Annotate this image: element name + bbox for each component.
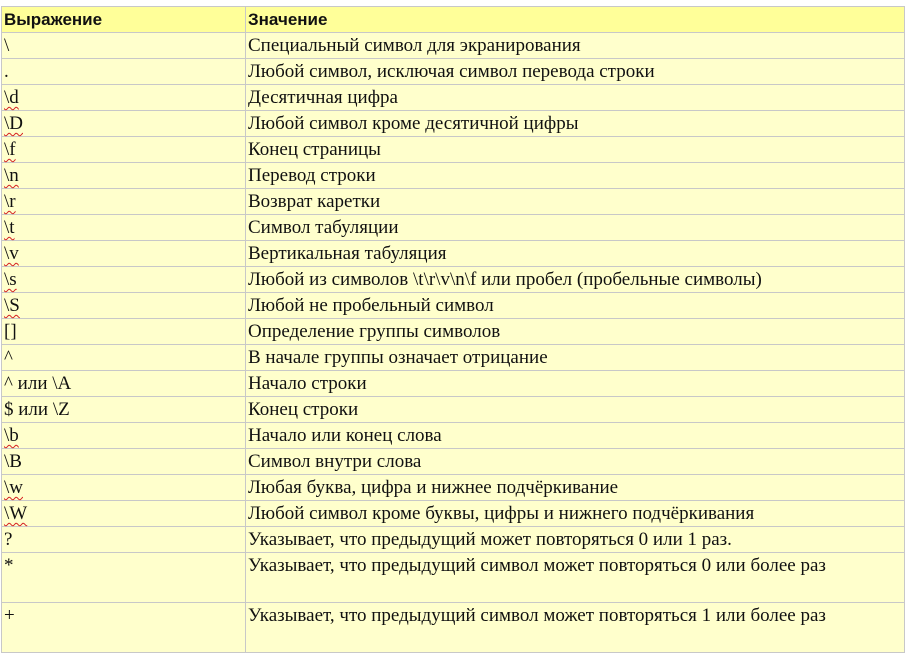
meaning-cell: Начало или конец слова: [246, 423, 905, 449]
meaning-cell: Любой символ кроме буквы, цифры и нижнего подчёркивания: [246, 501, 905, 527]
meaning-cell: Любая буква, цифра и нижнее подчёркивание: [246, 475, 905, 501]
header-row: [2, 7, 905, 33]
table-row: [2, 423, 905, 449]
table-row: [2, 241, 905, 267]
expression-text: \f: [4, 139, 16, 160]
expression-cell: [2, 163, 246, 189]
meaning-cell: Определение группы символов: [246, 319, 905, 345]
meaning-cell: Специальный символ для экранирования: [246, 33, 905, 59]
expression-text: \d: [4, 87, 19, 108]
expression-cell: [2, 241, 246, 267]
table-header: [2, 7, 905, 33]
expression-cell: [2, 293, 246, 319]
table-row: [2, 501, 905, 527]
meaning-cell: Любой символ кроме десятичной цифры: [246, 111, 905, 137]
expression-cell: [2, 189, 246, 215]
expression-cell: [2, 423, 246, 449]
expression-cell: [2, 501, 246, 527]
expression-text: +: [4, 605, 15, 626]
expression-text: \B: [4, 451, 22, 472]
expression-cell: [2, 475, 246, 501]
header-meaning: Значение: [246, 7, 905, 33]
expression-text: \D: [4, 113, 23, 134]
meaning-cell: Указывает, что предыдущий может повторяться 0 или 1 раз.: [246, 527, 905, 553]
table-row: [2, 293, 905, 319]
table-row: [2, 111, 905, 137]
expression-cell: [2, 215, 246, 241]
meaning-cell: Возврат каретки: [246, 189, 905, 215]
expression-text: \S: [4, 295, 20, 316]
expression-cell: [2, 267, 246, 293]
meaning-cell: Символ табуляции: [246, 215, 905, 241]
table-row: [2, 85, 905, 111]
expression-text: ^ или \A: [4, 373, 72, 394]
expression-cell: [2, 59, 246, 85]
expression-text: .: [4, 61, 9, 82]
meaning-cell: Любой из символов \t\r\v\n\f или пробел (пробельные символы): [246, 267, 905, 293]
expression-cell: [2, 137, 246, 163]
expression-text: \r: [4, 191, 16, 212]
table-row: [2, 449, 905, 475]
expression-text: \w: [4, 477, 23, 498]
table-row: [2, 215, 905, 241]
table-row: [2, 397, 905, 423]
expression-text: $ или \Z: [4, 399, 70, 420]
expression-cell: [2, 449, 246, 475]
expression-cell: [2, 553, 246, 603]
meaning-cell: Конец строки: [246, 397, 905, 423]
table-row: [2, 33, 905, 59]
table-row: [2, 345, 905, 371]
meaning-cell: Десятичная цифра: [246, 85, 905, 111]
table-row: [2, 553, 905, 603]
table-row: [2, 137, 905, 163]
table-row: [2, 371, 905, 397]
expression-cell: [2, 397, 246, 423]
expression-cell: [2, 603, 246, 653]
expression-cell: [2, 33, 246, 59]
meaning-cell: В начале группы означает отрицание: [246, 345, 905, 371]
header-expression: Выражение: [2, 7, 246, 33]
meaning-cell: Конец страницы: [246, 137, 905, 163]
expression-text: []: [4, 321, 17, 342]
expression-cell: [2, 111, 246, 137]
expression-cell: [2, 345, 246, 371]
table-row: [2, 527, 905, 553]
table-row: [2, 319, 905, 345]
table-row: [2, 475, 905, 501]
expression-text: \t: [4, 217, 15, 238]
expression-text: \n: [4, 165, 19, 186]
expression-cell: [2, 319, 246, 345]
table-row: [2, 267, 905, 293]
expression-text: *: [4, 555, 14, 576]
table-row: [2, 603, 905, 653]
meaning-cell: Указывает, что предыдущий символ может повторяться 1 или более раз: [246, 603, 905, 653]
meaning-cell: Вертикальная табуляция: [246, 241, 905, 267]
table-row: [2, 59, 905, 85]
expression-cell: [2, 527, 246, 553]
meaning-cell: Символ внутри слова: [246, 449, 905, 475]
expression-text: \: [4, 35, 10, 56]
table-row: [2, 163, 905, 189]
expression-text: ?: [4, 529, 13, 550]
meaning-cell: Начало строки: [246, 371, 905, 397]
meaning-cell: Перевод строки: [246, 163, 905, 189]
meaning-cell: Любой символ, исключая символ перевода строки: [246, 59, 905, 85]
expression-text: \s: [4, 269, 17, 290]
expression-text: \b: [4, 425, 19, 446]
table-row: [2, 189, 905, 215]
expression-text: \v: [4, 243, 19, 264]
regex-reference-table: [1, 6, 905, 653]
expression-text: \W: [4, 503, 28, 524]
table-body: [2, 33, 905, 653]
expression-text: ^: [4, 347, 13, 368]
meaning-cell: Указывает, что предыдущий символ может повторяться 0 или более раз: [246, 553, 905, 603]
meaning-cell: Любой не пробельный символ: [246, 293, 905, 319]
expression-cell: [2, 85, 246, 111]
expression-cell: [2, 371, 246, 397]
